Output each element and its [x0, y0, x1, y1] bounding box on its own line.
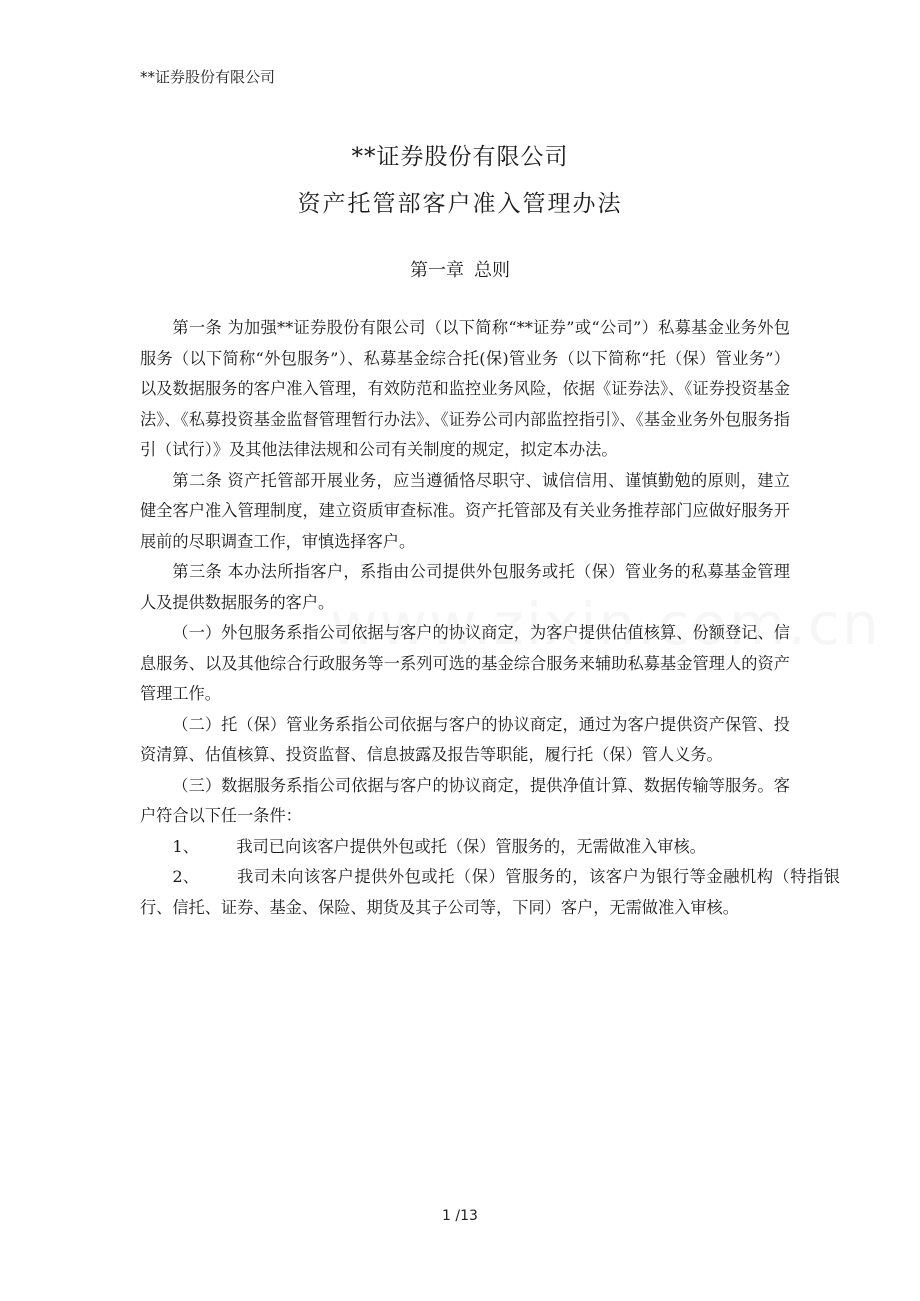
- list-item-number: 2、: [172, 867, 199, 886]
- article-3: 第三条 本办法所指客户，系指由公司提供外包服务或托（保）管业务的私募基金管理人及提供数据服务的客户。: [140, 562, 790, 612]
- list-item-2: [140, 862, 840, 923]
- list-item-number: 1、: [172, 836, 199, 856]
- page-number: 1 /13: [442, 1208, 478, 1224]
- list-item-1: [140, 832, 790, 863]
- document-title-main: 资产托管部客户准入管理办法: [297, 191, 623, 217]
- chapter-label: 第一章: [410, 260, 464, 281]
- article-2: 第二条 资产托管部开展业务，应当遵循恪尽职守、诚信信用、谨慎勤勉的原则，建立健全客户准入管理制度，建立资质审查标准。资产托管部及有关业务推荐部门应做好服务开展前的尽职调查工作，审慎选择客户。: [140, 470, 790, 551]
- document-body: [140, 313, 840, 923]
- clause-data-service: （三）数据服务系指公司依据与客户的协议商定，提供净值计算、数据传输等服务。客户符合以下任一条件：: [140, 775, 790, 825]
- chapter-name: 总则: [474, 260, 510, 281]
- list-item-text: 我司已向该客户提供外包或托（保）管服务的，无需做准入审核。: [236, 836, 706, 856]
- list-item-text: 我司未向该客户提供外包或托（保）管服务的，该客户为银行等金融机构（特指银行、信托、证券、基金、保险、期货及其子公司等，下同）客户，无需做准入审核。: [140, 867, 840, 917]
- article-1: 第一条 为加强**证券股份有限公司（以下简称“**证券”或“公司”）私募基金业务外包服务（以下简称“外包服务”）、私募基金综合托(保)管业务（以下简称“托（保）管业务”）以及数据服务的客户准入管理，有效防范和监控业务风险，依据《证券法》、《证券投资基金法》、《私募投资基金监督管理暂行办法》、《证券公司内部监控指引》、《基金业务外包服务指引（试行）》及其他法律法规和公司有关制度的规定，拟定本办法。: [140, 318, 790, 459]
- clause-outsourcing: （一）外包服务系指公司依据与客户的协议商定，为客户提供估值核算、份额登记、信息服务、以及其他综合行政服务等一系列可选的基金综合服务来辅助私募基金管理人的资产管理工作。: [140, 623, 790, 703]
- page-header: **证券股份有限公司: [140, 68, 276, 86]
- document-title-company: **证券股份有限公司: [351, 144, 569, 170]
- chapter-heading: [0, 256, 920, 282]
- clause-custody: （二）托（保）管业务系指公司依据与客户的协议商定，通过为客户提供资产保管、投资清算、估值核算、投资监督、信息披露及报告等职能，履行托（保）管人义务。: [140, 714, 790, 764]
